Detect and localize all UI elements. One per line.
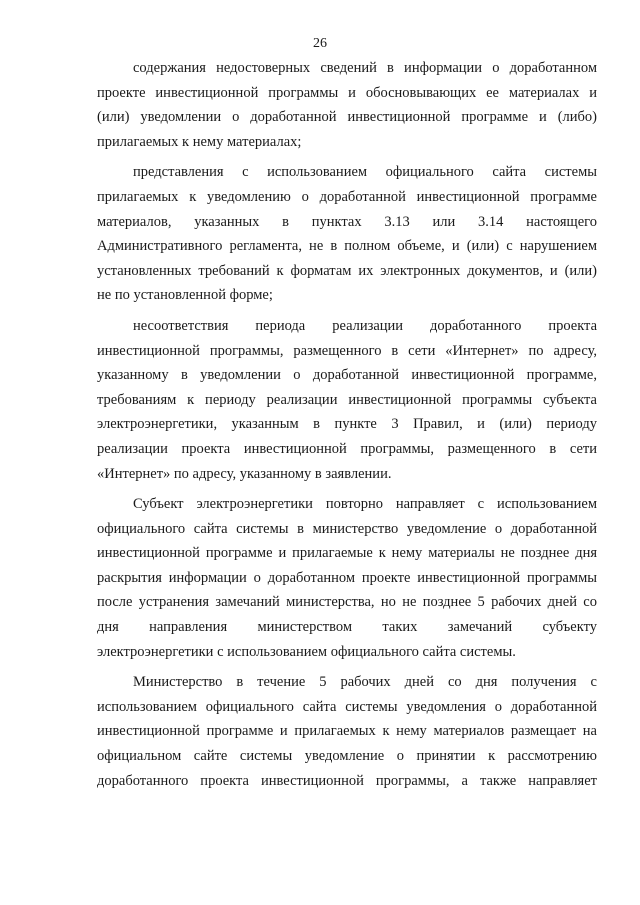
text-line: после устранения замечаний министерства, но не позднее 5 рабочих дней со: [97, 594, 597, 611]
text-line: указанному в уведомлении о доработанной инвестиционной программе,: [97, 367, 597, 384]
paragraph: [97, 56, 597, 154]
text-line: электроэнергетики, указанным в пункте 3 Правил, и (или) периоду: [97, 416, 597, 433]
paragraph: [97, 160, 597, 308]
text-line: официального сайта системы в министерство уведомление о доработанной: [97, 520, 597, 537]
text-line: несоответствия периода реализации доработанного проекта: [133, 317, 597, 334]
text-line: доработанного проекта инвестиционной программы, а также направляет: [97, 772, 597, 789]
text-line: Субъект электроэнергетики повторно направляет с использованием: [133, 496, 597, 513]
document-body: [97, 56, 597, 793]
text-line: (или) уведомлении о доработанной инвестиционной программе и (либо): [97, 109, 597, 126]
text-line: дня направления министерством таких замечаний субъекту: [97, 619, 597, 636]
text-line: реализации проекта инвестиционной программы, размещенного в сети: [97, 440, 597, 457]
text-line: не по установленной форме;: [97, 287, 273, 304]
text-line: прилагаемых к уведомлению о доработанной инвестиционной программе: [97, 188, 597, 205]
paragraph: [97, 314, 597, 486]
paragraph: [97, 670, 597, 793]
text-line: инвестиционной программы, размещенного в сети «Интернет» по адресу,: [97, 342, 597, 359]
text-line: Министерство в течение 5 рабочих дней со дня получения с: [133, 674, 597, 691]
text-line: инвестиционной программе и прилагаемых к нему материалов размещает на: [97, 723, 597, 740]
text-line: официальном сайте системы уведомление о принятии к рассмотрению: [97, 748, 597, 765]
text-line: инвестиционной программе и прилагаемые к нему материалы не позднее дня: [97, 545, 597, 562]
text-line: требованиям к периоду реализации инвестиционной программы субъекта: [97, 391, 597, 408]
text-line: электроэнергетики с использованием официального сайта системы.: [97, 643, 516, 660]
text-line: раскрытия информации о доработанном проекте инвестиционной программы: [97, 569, 597, 586]
text-line: «Интернет» по адресу, указанному в заявлении.: [97, 465, 392, 482]
text-line: проекте инвестиционной программы и обосновывающих ее материалах и: [97, 84, 597, 101]
text-line: прилагаемых к нему материалах;: [97, 133, 302, 150]
text-line: Административного регламента, не в полном объеме, и (или) с нарушением: [97, 238, 597, 255]
paragraph: [97, 492, 597, 664]
page-number: 26: [313, 36, 327, 51]
text-line: материалов, указанных в пунктах 3.13 или 3.14 настоящего: [97, 213, 597, 230]
text-line: использованием официального сайта системы уведомления о доработанной: [97, 698, 597, 715]
text-line: установленных требований к форматам их электронных документов, и (или): [97, 262, 597, 279]
text-line: представления с использованием официального сайта системы: [133, 164, 597, 181]
text-line: содержания недостоверных сведений в информации о доработанном: [133, 60, 597, 76]
